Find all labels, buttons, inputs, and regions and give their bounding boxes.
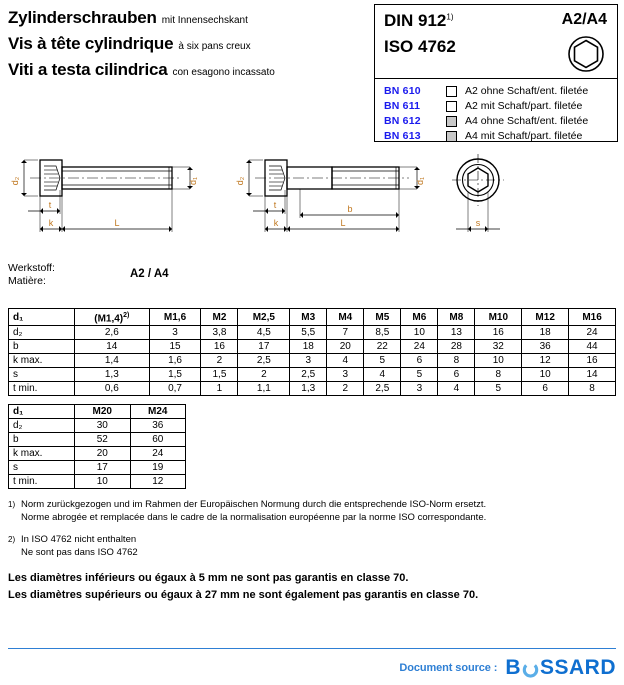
cell: 2 [201,354,238,368]
cell: 16 [475,326,522,340]
cell: 6 [401,354,438,368]
table-sub-col-0: M20 [75,405,131,419]
footnote-1 [8,498,608,524]
table-row [9,447,186,461]
table-sub-col-1: M24 [130,405,186,419]
cell: 1,6 [149,354,201,368]
bn-row-611[interactable] [384,99,617,113]
cell: 4 [438,382,475,396]
cell: 19 [130,461,186,475]
table-main-rowlabel-5: t min. [9,382,75,396]
table-row [9,419,186,433]
cell: 3 [327,368,364,382]
title-sub-de: mit Innensechskant [161,15,248,26]
dim-label-b-drawing2: b [347,204,353,214]
bn-checkbox-612[interactable] [446,116,457,127]
cell: 2,5 [290,368,327,382]
din-footnote-marker: 1) [446,12,454,22]
footnote-2 [8,533,608,559]
table-sub-rowlabel-3: k max. [9,447,75,461]
cell: 4 [327,354,364,368]
cell: 10 [475,354,522,368]
cell: 6 [438,368,475,382]
cell: 24 [130,447,186,461]
cell: 2,5 [364,382,401,396]
cell: 0,7 [149,382,201,396]
cell: 10 [75,475,131,489]
cell: 2 [238,368,290,382]
cell: 5 [364,354,401,368]
cell: 14 [75,340,150,354]
dimension-table-sub [8,404,186,489]
dim-label-t-drawing2: t [273,200,277,210]
dim-label-s-endview: s [475,218,481,228]
cell: 60 [130,433,186,447]
table-main-col-0: $(M1,4)^{2)}$ [75,309,150,326]
table-main-col-4: M3 [290,309,327,326]
bn-code-613: BN 613 [384,130,421,142]
cell: 16 [569,354,616,368]
table-main-rowlabel-2: b [9,340,75,354]
table-row [9,309,616,326]
table-main-col-2: M2 [201,309,238,326]
iso-standard-label: ISO 4762 [384,37,456,56]
standard-box [374,4,618,142]
cell: 1,5 [201,368,238,382]
cell: 24 [401,340,438,354]
footer-divider [8,648,616,649]
table-row [9,382,616,396]
bn-checkbox-610[interactable] [446,86,457,97]
cell: 15 [149,340,201,354]
brand-text-after: SSARD [539,656,616,679]
dim-label-t-drawing1: t [48,200,52,210]
table-main-col-11: M16 [569,309,616,326]
title-block [8,8,368,86]
table-sub-rowlabel-2: b [9,433,75,447]
cell: 8,5 [364,326,401,340]
cell: 5 [401,368,438,382]
footnote-2-line-de: In ISO 4762 nicht enthalten [21,534,137,545]
cell: 2 [327,382,364,396]
footnote-1-marker: 1) [8,500,16,509]
dim-label-d1-drawing2: d₁ [415,176,425,186]
footnote-2-text [21,533,138,559]
bn-row-612[interactable] [384,114,617,128]
cell: 22 [364,340,401,354]
cell: 1,1 [238,382,290,396]
cell: 1,3 [75,368,150,382]
dim-label-d2-drawing1: d₂ [10,176,20,186]
cell: 8 [569,382,616,396]
din-standard-label: DIN 912 [384,11,447,30]
title-main-fr: Vis à tête cylindrique [8,34,174,53]
table-sub-rowlabel-4: s [9,461,75,475]
material-value: A2 / A4 [130,268,169,280]
cell: 14 [569,368,616,382]
bn-desc-612: A4 ohne Schaft/ent. filetée [465,115,589,127]
table-row [9,405,186,419]
dimension-table-main [8,308,616,396]
standard-box-top [375,5,617,79]
table-main-col-1: M1,6 [149,309,201,326]
warning-line-1: Les diamètres inférieurs ou égaux à 5 mm ne sont pas garantis en classe 70. [8,572,409,584]
partially-threaded-screw-drawing [246,160,420,232]
table-sub-rowlabel-0: d₁ [9,405,75,419]
table-row [9,461,186,475]
title-row-it [8,60,368,80]
material-grade-label: A2/A4 [561,11,607,28]
fully-threaded-screw-drawing [21,160,193,232]
cell: 5,5 [290,326,327,340]
cell: 10 [522,368,569,382]
cell: 7 [327,326,364,340]
title-main-de: Zylinderschrauben [8,8,157,27]
cell: 10 [401,326,438,340]
footnote-1-line-fr: Norme abrogée et remplacée dans le cadre de la normalisation européenne par la norme ISO correspondante. [21,512,487,523]
table-sub-rowlabel-5: t min. [9,475,75,489]
table-main-col-7: M6 [401,309,438,326]
cell: 36 [130,419,186,433]
cell: 1,4 [75,354,150,368]
footnote-2-line-fr: Ne sont pas dans ISO 4762 [21,547,138,558]
dim-label-L-drawing1: L [114,218,120,228]
cell: 6 [522,382,569,396]
cell: 28 [438,340,475,354]
title-sub-it: con esagono incassato [172,67,275,78]
title-main-it: Viti a testa cilindrica [8,60,168,79]
dim-label-d2-drawing2: d₂ [235,176,245,186]
table-main-rowlabel-3: k max. [9,354,75,368]
document-source-label: Document source : [399,662,498,674]
footnote-1-text [21,498,486,524]
table-row [9,368,616,382]
table-main-col-8: M8 [438,309,475,326]
footnote-1-line-de: Norm zurückgezogen und im Rahmen der Europäischen Normung durch die entsprechende ISO-Norm ersetzt. [21,499,487,510]
material-label-de: Werkstoff: [8,262,55,274]
table-row [9,326,616,340]
din-standard [384,11,454,31]
table-main-col-6: M5 [364,309,401,326]
cell: 3 [149,326,201,340]
cell: 0,6 [75,382,150,396]
cell: 12 [522,354,569,368]
bn-row-613[interactable] [384,129,617,143]
warning-line-2: Les diamètres supérieurs ou égaux à 27 mm ne sont également pas garantis en classe 70. [8,589,479,601]
brand-text-before: B [505,656,521,679]
cell: 2,5 [238,354,290,368]
cell: 13 [438,326,475,340]
cell: 8 [438,354,475,368]
cell: 24 [569,326,616,340]
cell: 5 [475,382,522,396]
table-main-col-3: M2,5 [238,309,290,326]
table-main-rowlabel-1: d₂ [9,326,75,340]
footnotes-block [8,498,608,568]
dim-label-k-drawing1: k [48,218,54,228]
cell: 44 [569,340,616,354]
cell: 3,8 [201,326,238,340]
cell: 4 [364,368,401,382]
bn-row-610[interactable] [384,84,617,98]
title-row-fr [8,34,368,54]
warning-note [8,570,478,604]
cell: 1,5 [149,368,201,382]
cell: 3 [401,382,438,396]
table-main-col-5: M4 [327,309,364,326]
bn-desc-613: A4 mit Schaft/part. filetée [465,130,583,142]
table-main-col-9: M10 [475,309,522,326]
table-main-rowlabel-4: s [9,368,75,382]
cell: 18 [522,326,569,340]
cell: 12 [130,475,186,489]
bn-product-list [375,79,617,143]
table-row [9,475,186,489]
dim-label-k-drawing2: k [273,218,279,228]
table-row [9,433,186,447]
page-header [0,0,624,148]
table-main-col-10: M12 [522,309,569,326]
bn-desc-610: A2 ohne Schaft/ent. filetée [465,85,589,97]
cell: 17 [238,340,290,354]
hex-socket-icon [567,35,605,73]
cell: 20 [75,447,131,461]
cell: 1 [201,382,238,396]
brand-o-icon [522,661,539,678]
title-row-de [8,8,368,28]
bn-code-610: BN 610 [384,85,421,97]
cell: 36 [522,340,569,354]
cell: 8 [475,368,522,382]
cell: 2,6 [75,326,150,340]
cell: 3 [290,354,327,368]
table-sub-rowlabel-1: d₂ [9,419,75,433]
cell: 20 [327,340,364,354]
cell: 16 [201,340,238,354]
dim-label-L-drawing2: L [340,218,346,228]
table-main-rowlabel-0: d₁ [9,309,75,326]
technical-drawings [0,150,624,255]
cell: 30 [75,419,131,433]
footer [399,656,616,680]
table-row [9,354,616,368]
bn-desc-611: A2 mit Schaft/part. filetée [465,100,583,112]
bn-code-611: BN 611 [384,100,421,112]
dim-label-d1-drawing1: d₁ [188,176,198,186]
cell: 1,3 [290,382,327,396]
material-label-block [8,262,55,288]
bn-code-612: BN 612 [384,115,421,127]
bossard-logo [505,656,616,680]
cell: 4,5 [238,326,290,340]
footnote-2-marker: 2) [8,535,16,544]
title-sub-fr: à six pans creux [178,41,251,52]
bn-checkbox-613[interactable] [446,131,457,142]
bn-checkbox-611[interactable] [446,101,457,112]
table-row [9,340,616,354]
cell: 52 [75,433,131,447]
material-label-fr: Matière: [8,275,46,287]
cell: 17 [75,461,131,475]
cell: 32 [475,340,522,354]
cell: 18 [290,340,327,354]
